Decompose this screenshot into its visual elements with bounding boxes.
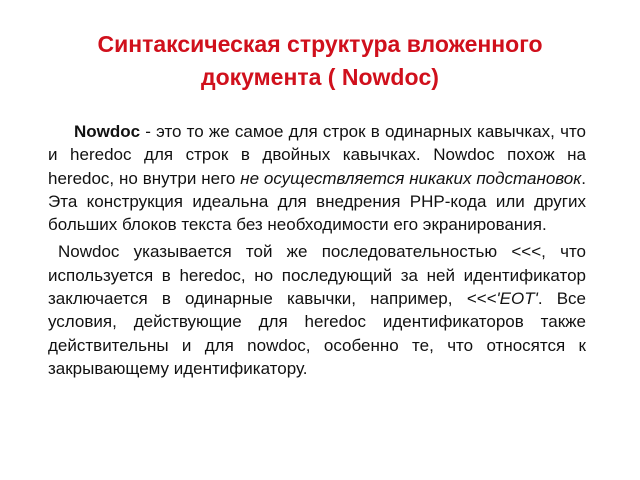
paragraph-2-text-a: Nowdoc указывается той же последовательностью <<<, что используется в heredoc, но последующий за ней идентификатор заключается в одинарные кавычки, например, [48,242,586,309]
paragraph-1-emphasis: не осуществляется никаких подстановок [240,168,582,188]
slide-title-line-2: документа ( Nowdoc) [201,64,439,90]
term-nowdoc: Nowdoc [74,122,141,141]
paragraph-nowdoc-definition [48,120,586,236]
paragraph-2-text-b: . Все условия, действующие для heredoc идентификаторов также действительны и для nowdoc, особенно те, что относятся к закрывающему идентификатору. [48,289,586,378]
slide-body [48,120,586,380]
slide-title-line-1: Синтаксическая структура вложенного [97,31,543,57]
slide-title [30,28,610,94]
paragraph-1-text-a: - это то же самое для строк в одинарных кавычках, что и heredoc для строк в двойных кавычках. Nowdoc похож на heredoc, но внутри него [48,122,586,188]
paragraph-nowdoc-syntax [48,240,586,380]
paragraph-1-text-b: . Эта конструкция идеальна для внедрения PHP-кода или других больших блоков текста без необходимости его экранирования. [48,168,586,235]
paragraph-2-example-code: <<<'EOT' [466,289,538,309]
